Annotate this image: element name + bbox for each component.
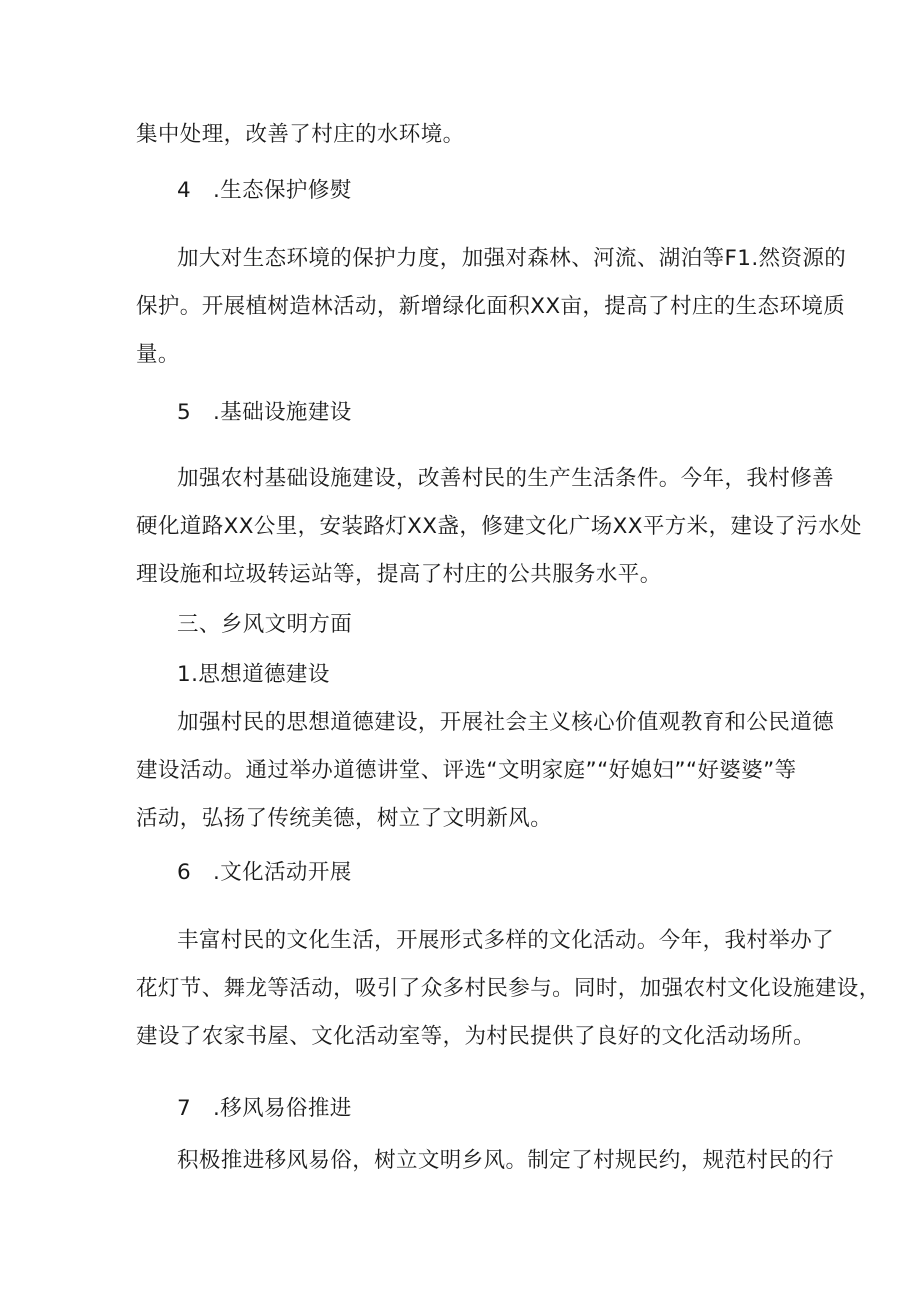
paragraph-line: 丰富村民的文化生活，开展形式多样的文化活动。今年，我村举办了: [177, 928, 835, 953]
paragraph-line: 建设活动。通过举办道德讲堂、评选“文明家庭”“好媳妇”“好婆婆”等: [136, 758, 797, 783]
section-heading: 5 .基础设施建设: [177, 400, 352, 425]
paragraph-line: 加大对生态环境的保护力度，加强对森林、河流、湖泊等F1.然资源的: [177, 246, 847, 271]
paragraph-line: 集中处理，改善了村庄的水环境。: [136, 122, 465, 147]
paragraph-line: 积极推进移风易俗，树立文明乡风。制定了村规民约，规范村民的行: [177, 1148, 835, 1173]
paragraph-line: 加强村民的思想道德建设，开展社会主义核心价值观教育和公民道德: [177, 710, 835, 735]
paragraph-line: 建设了农家书屋、文化活动室等，为村民提供了良好的文化活动场所。: [136, 1024, 815, 1049]
paragraph-line: 量。: [136, 342, 180, 367]
paragraph-line: 保护。开展植树造林活动，新增绿化面积XX亩，提高了村庄的生态环境质: [136, 294, 846, 319]
paragraph-line: 活动，弘扬了传统美德，树立了文明新风。: [136, 806, 553, 831]
paragraph-line: 加强农村基础设施建设，改善村民的生产生活条件。今年，我村修善: [177, 466, 835, 491]
section-heading: 7 .移风易俗推进: [177, 1096, 352, 1121]
section-heading: 4 .生态保护修熨: [177, 178, 352, 203]
paragraph-line: 理设施和垃圾转运站等，提高了村庄的公共服务水平。: [136, 562, 662, 587]
section-heading: 6 .文化活动开展: [177, 860, 352, 885]
section-heading: 三、乡风文明方面: [177, 612, 353, 637]
paragraph-line: 硬化道路XX公里，安装路灯XX盏，修建文化广场XX平方米，建设了污水处: [136, 514, 862, 539]
section-heading: 1.思想道德建设: [177, 662, 330, 687]
paragraph-line: 花灯节、舞龙等活动，吸引了众多村民参与。同时，加强农村文化设施建设，: [136, 976, 881, 1001]
